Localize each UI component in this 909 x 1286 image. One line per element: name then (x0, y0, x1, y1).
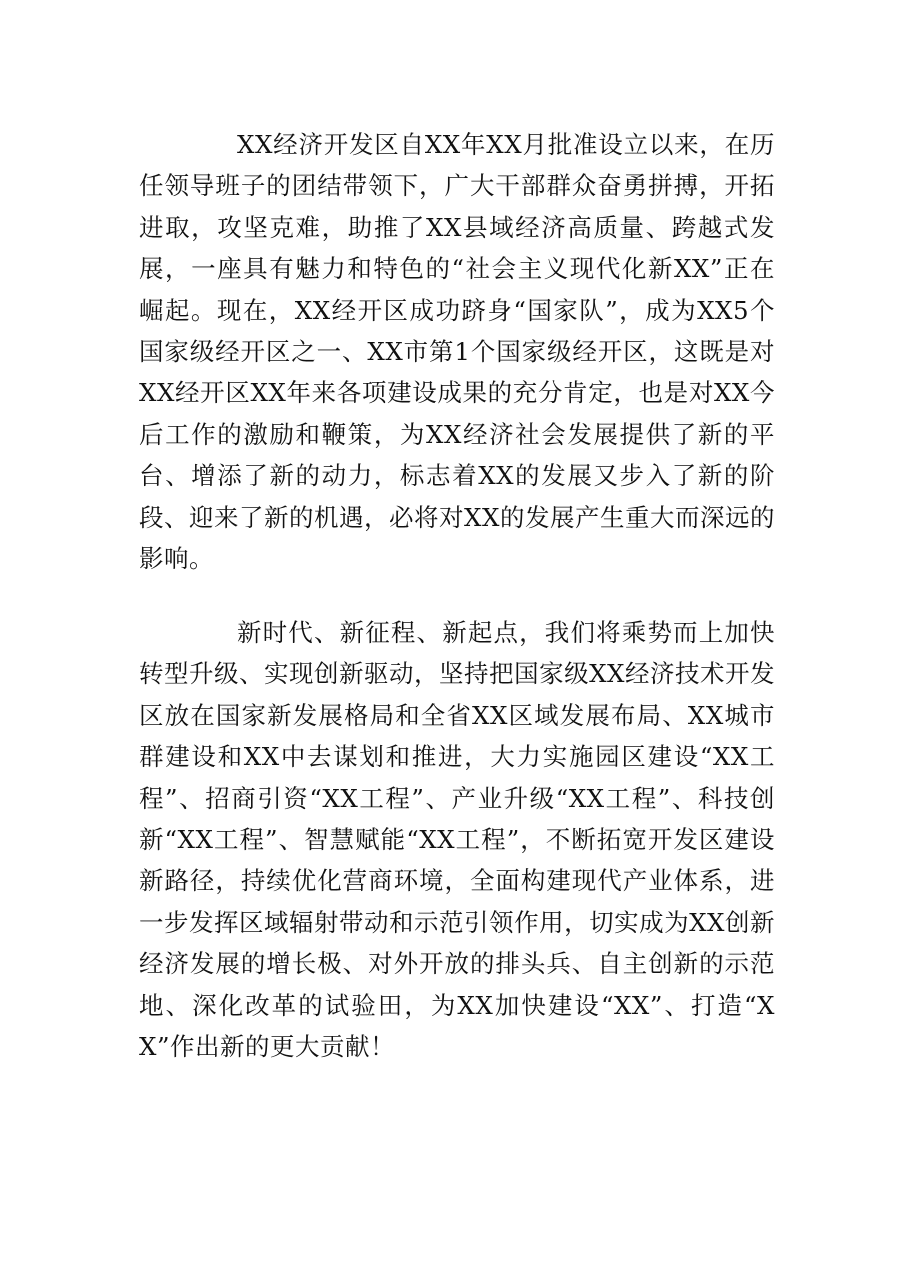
paragraph-development-zone-history: XX经济开发区自XX年XX月批准设立以来，在历任领导班子的团结带领下，广大干部群众奋勇拼搏，开拓进取，攻坚克难，助推了XX县域经济高质量、跨越式发展，一座具有魅力和特色的“社会主义现代化新XX”正在崛起。现在，XX经开区成功跻身“国家队”，成为XX5个国家级经开区之一、XX市第1个国家级经开区，这既是对XX经开区XX年来各项建设成果的充分肯定，也是对XX今后工作的激励和鞭策，为XX经济社会发展提供了新的平台、增添了新的动力，标志着XX的发展又步入了新的阶段、迎来了新的机遇，必将对XX的发展产生重大而深远的影响。 (139, 130, 775, 574)
paragraph-future-plans: 新时代、新征程、新起点，我们将乘势而上加快转型升级、实现创新驱动，坚持把国家级XX经济技术开发区放在国家新发展格局和全省XX区域发展布局、XX城市群建设和XX中去谋划和推进，大力实施园区建设“XX工程”、招商引资“XX工程”、产业升级“XX工程”、科技创新“XX工程”、智慧赋能“XX工程”，不断拓宽开发区建设新路径，持续优化营商环境，全面构建现代产业体系，进一步发挥区域辐射带动和示范引领作用，切实成为XX创新经济发展的增长极、对外开放的排头兵、自主创新的示范地、深化改革的试验田，为XX加快建设“XX”、打造“XX”作出新的更大贡献！ (139, 618, 775, 1062)
